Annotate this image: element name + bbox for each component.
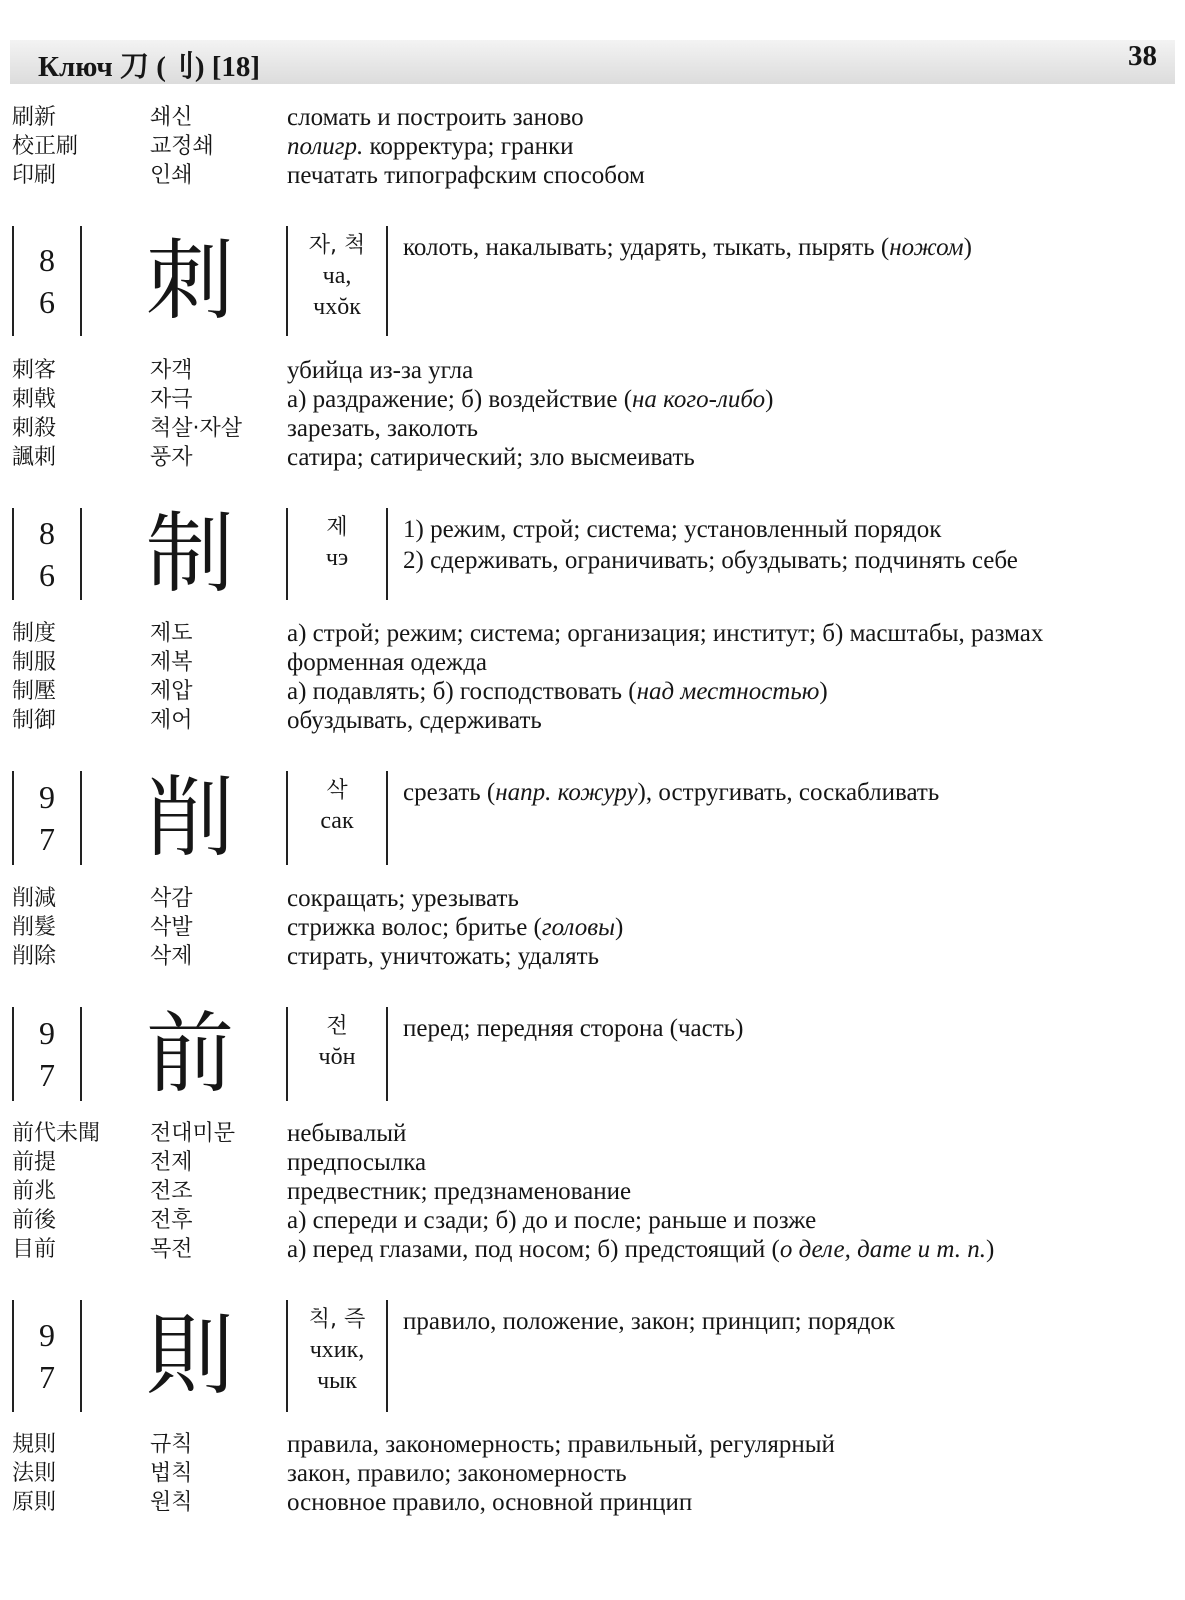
definition: правило, положение, закон; принцип; порядок [403,1308,896,1335]
compound-hanja: 前提 [12,1150,57,1175]
compound-hanja: 前兆 [12,1179,57,1204]
compound-hangul: 전조 [150,1179,193,1204]
compound-hanja: 法則 [12,1461,57,1486]
compound-hangul: 삭발 [150,915,193,940]
compound-hangul: 삭제 [150,944,193,969]
headword-character: 制 [145,502,234,605]
compound-meaning: обуздывать, сдерживать [287,707,542,734]
compound-hangul: 풍자 [150,445,193,470]
character-entry [0,1300,1185,1412]
compound-hangul: 목전 [150,1237,193,1262]
compound-hangul: 교정쇄 [150,134,214,159]
reading: 칙, 즉 чхик, чык [286,1300,388,1412]
compound-meaning: предвестник; предзнаменование [287,1178,632,1205]
compound-hangul: 전제 [150,1150,193,1175]
compound-hangul: 전대미문 [150,1121,236,1146]
compound-meaning: а) подавлять; б) господствовать (над местностью) [287,678,828,705]
compound-hanja: 制度 [12,621,57,646]
definition: 1) режим, строй; система; установленный порядок 2) сдерживать, ограничивать; обуздывать; подчинять себе [403,516,1018,574]
page-number: 38 [1128,40,1157,72]
compound-hangul: 규칙 [150,1432,193,1457]
compound-meaning: сатира; сатирический; зло высмеивать [287,444,695,471]
compound-hanja: 印刷 [12,163,57,188]
stroke-count: 9 7 [12,1007,82,1101]
compound-hanja: 制御 [12,708,57,733]
compound-hangul: 전후 [150,1208,193,1233]
headword-character: 則 [145,1304,234,1407]
compound-meaning: убийца из-за угла [287,357,474,384]
compound-meaning: стирать, уничтожать; удалять [287,943,599,970]
compound-meaning: а) спереди и сзади; б) до и после; раньше и позже [287,1207,817,1234]
compound-hanja: 刺戟 [12,387,57,412]
compound-hangul: 삭감 [150,886,193,911]
compound-hangul: 제복 [150,650,193,675]
compound-hanja: 刺客 [12,358,57,383]
reading: 삭 сак [286,771,388,865]
compound-meaning: предпосылка [287,1149,427,1176]
stroke-count: 8 6 [12,508,82,600]
reading: 자, 척 ча, чхŏк [286,226,388,336]
compound-hanja: 削減 [12,886,57,911]
page-header [10,40,1175,84]
compound-meaning: а) перед глазами, под носом; б) предстоящий (о деле, дате и т. п.) [287,1236,995,1263]
compound-hangul: 자극 [150,387,193,412]
definition: колоть, накалывать; ударять, тыкать, пырять (ножом) [403,234,972,261]
compound-hanja: 削除 [12,944,57,969]
compound-hanja: 諷刺 [12,445,57,470]
compound-meaning: сломать и построить заново [287,104,584,131]
compound-meaning: сокращать; урезывать [287,885,519,912]
reading: 전 чŏн [286,1007,388,1101]
compound-meaning: форменная одежда [287,649,488,676]
compound-hangul: 쇄신 [150,105,193,130]
compound-hangul: 원칙 [150,1490,193,1515]
compound-meaning: закон, правило; закономерность [287,1460,627,1487]
compound-hanja: 刺殺 [12,416,57,441]
compound-hangul: 제압 [150,679,193,704]
compound-meaning: полигр. корректура; гранки [287,133,574,160]
compound-hangul: 자객 [150,358,193,383]
compound-meaning: правила, закономерность; правильный, регулярный [287,1431,835,1458]
character-entry [0,766,1185,869]
compound-hanja: 制壓 [12,679,57,704]
radical-title: Ключ 刀 (刂) [18] [38,51,261,83]
headword-character: 刺 [145,229,234,332]
character-entry [0,502,1185,605]
compound-meaning: основное правило, основной принцип [287,1489,693,1516]
headword-character: 前 [145,1002,234,1105]
compound-hanja: 校正刷 [12,134,79,159]
compound-meaning: небывалый [287,1120,407,1147]
compound-meaning: печатать типографским способом [287,162,645,189]
definition: срезать (напр. кожуру), остругивать, соскабливать [403,779,940,806]
compound-meaning: зарезать, заколоть [287,415,479,442]
stroke-count: 9 7 [12,1300,82,1412]
compound-meaning: стрижка волос; бритье (головы) [287,914,624,941]
definition: перед; передняя сторона (часть) [403,1015,744,1042]
compound-hanja: 規則 [12,1432,57,1457]
compound-hanja: 前後 [12,1208,57,1233]
compound-hanja: 刷新 [12,105,57,130]
compound-hangul: 법칙 [150,1461,193,1486]
compound-hangul: 제어 [150,708,193,733]
compound-hangul: 제도 [150,621,193,646]
compound-hanja: 削髮 [12,915,57,940]
reading: 제 чэ [286,508,388,600]
compound-meaning: а) строй; режим; система; организация; институт; б) масштабы, размах [287,620,1044,647]
compound-hanja: 制服 [12,650,57,675]
compound-hanja: 目前 [12,1237,57,1262]
compound-hangul: 인쇄 [150,163,193,188]
stroke-count: 8 6 [12,226,82,336]
compound-hangul: 척살·자살 [150,416,243,441]
character-entry [0,1002,1185,1105]
character-entry [0,226,1185,336]
compound-meaning: а) раздражение; б) воздействие (на кого-либо) [287,386,774,413]
headword-character: 削 [145,766,234,869]
stroke-count: 9 7 [12,771,82,865]
compound-hanja: 前代未聞 [12,1121,101,1146]
compound-hanja: 原則 [12,1490,57,1515]
